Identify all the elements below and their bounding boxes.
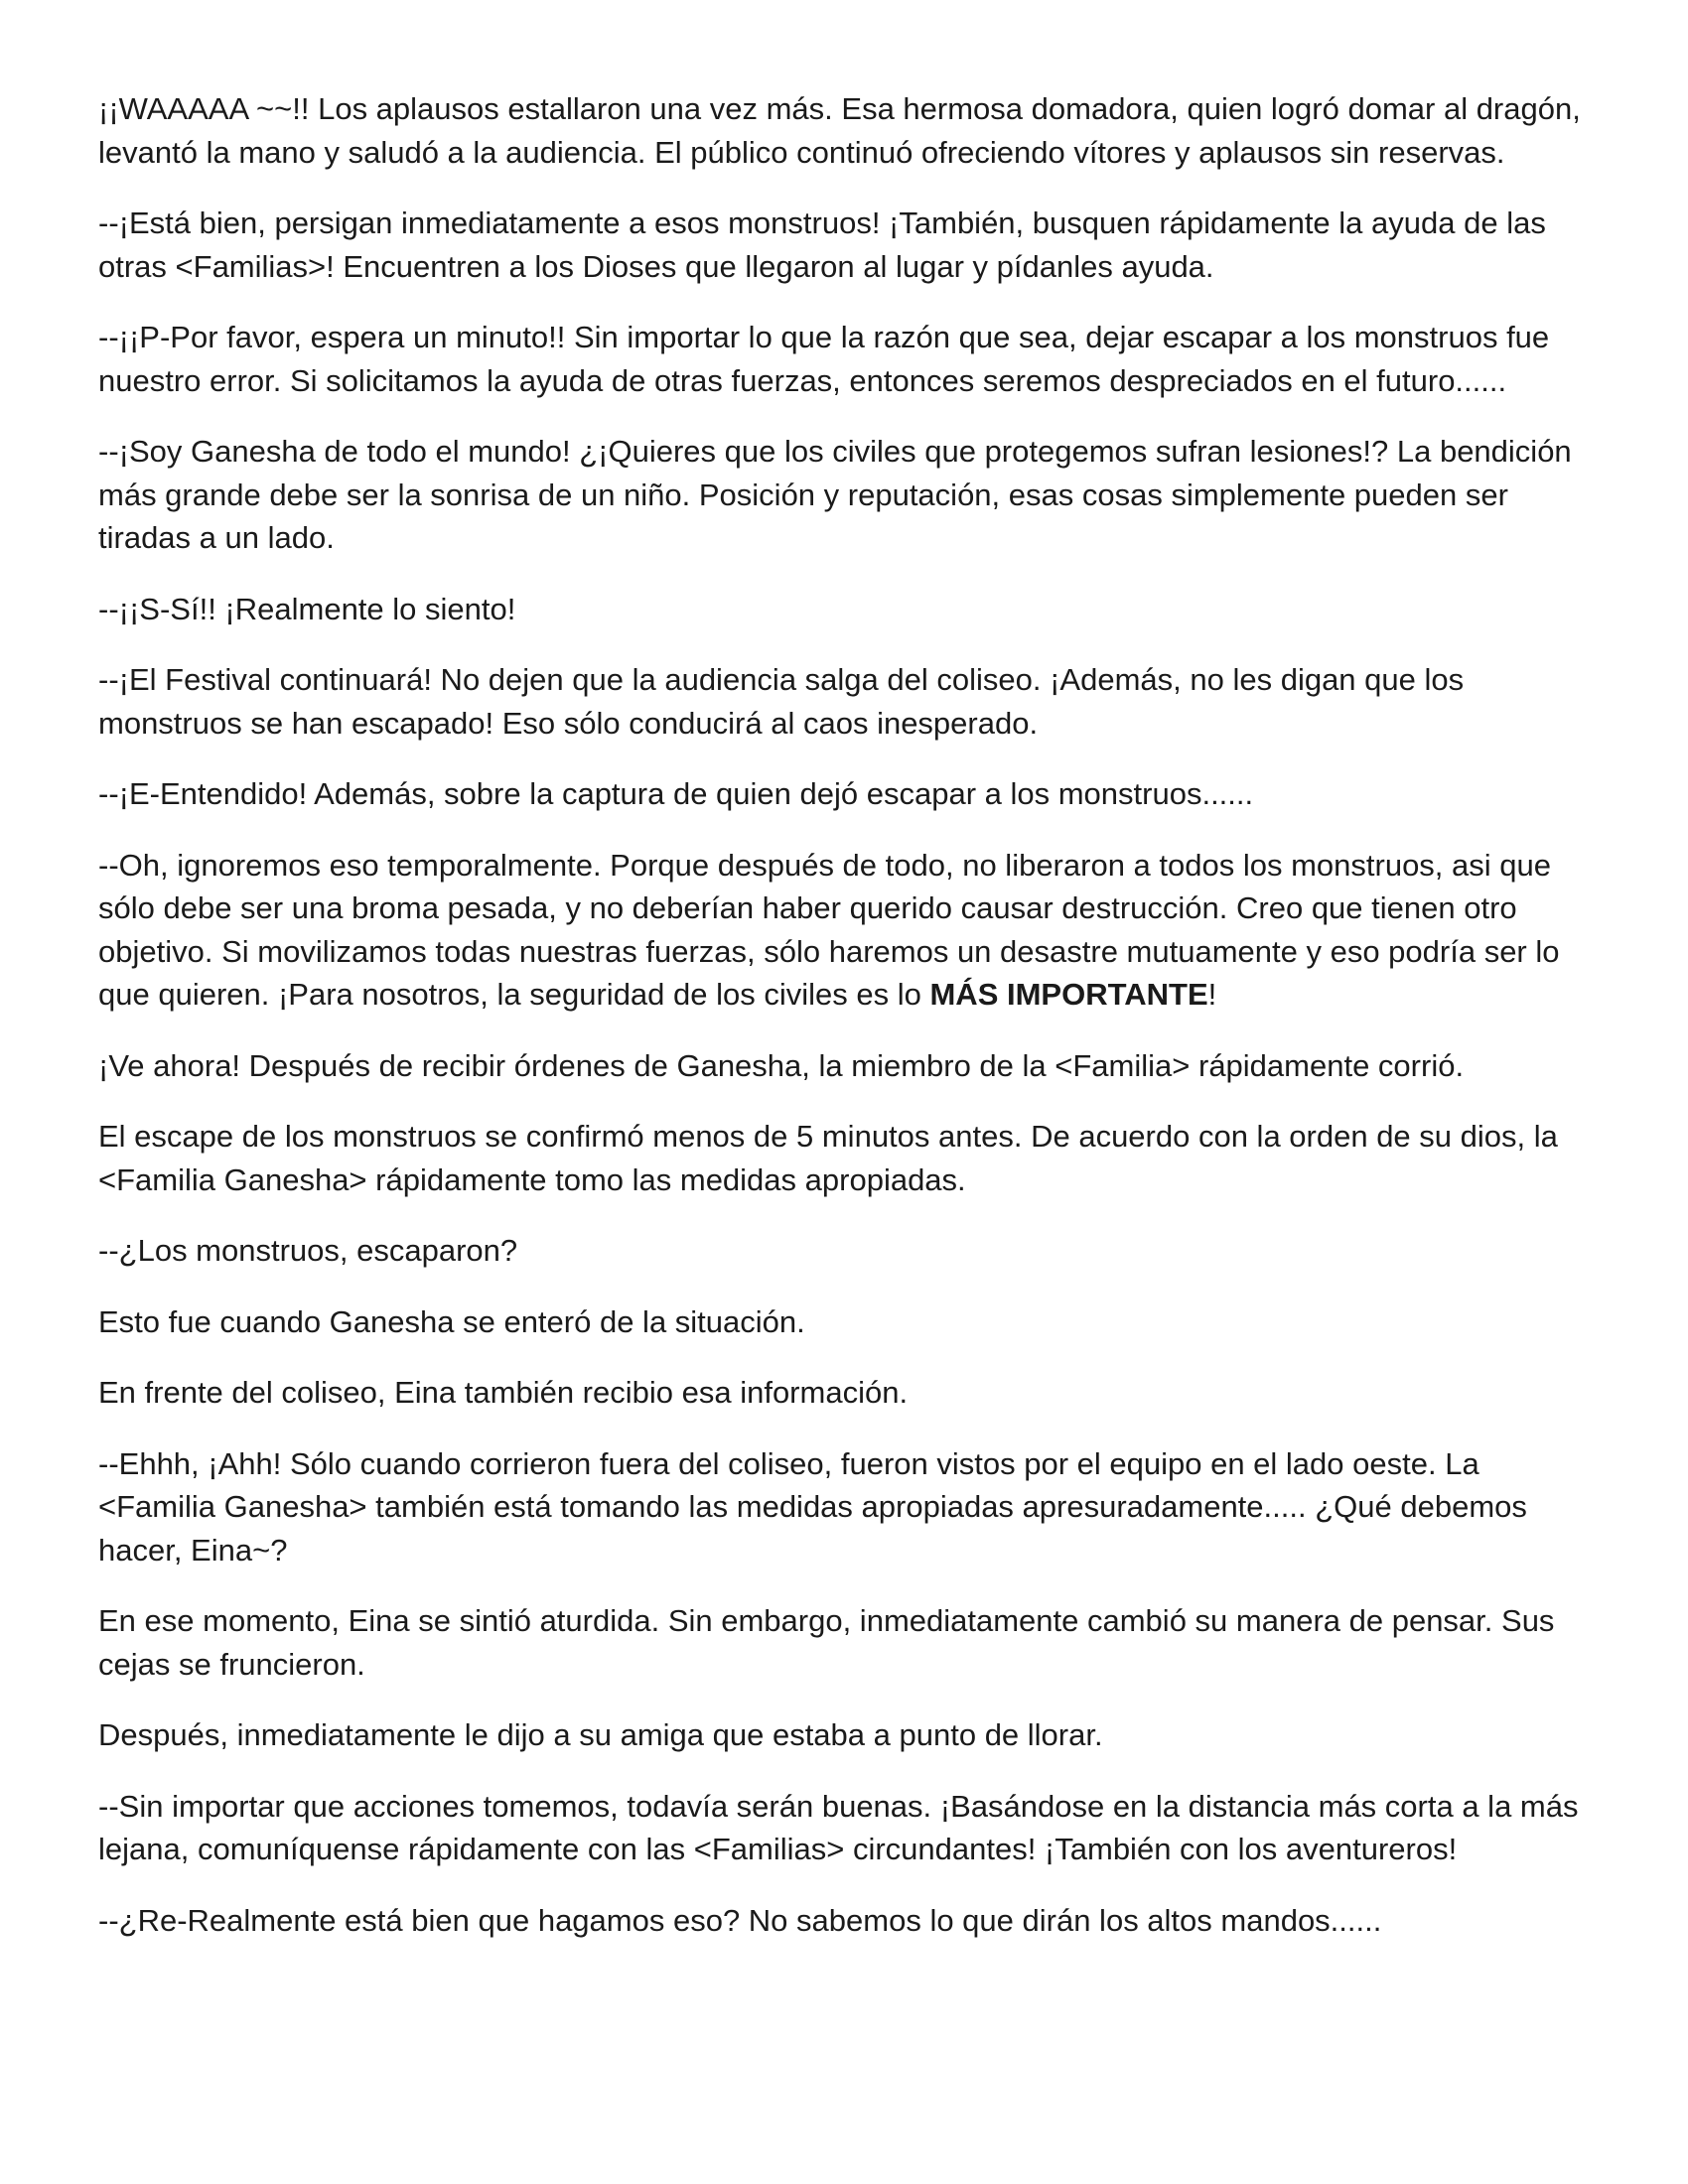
paragraph: --Sin importar que acciones tomemos, todavía serán buenas. ¡Basándose en la distancia más corta a la más lejana, comuníquense rápidamente con las <Familias> circundantes! ¡También con los aventureros!: [98, 1788, 1579, 1866]
paragraph: ¡Ve ahora! Después de recibir órdenes de Ganesha, la miembro de la <Familia> rápidamente corrió.: [98, 1047, 1465, 1083]
paragraph: ¡¡WAAAAA ~~!! Los aplausos estallaron una vez más. Esa hermosa domadora, quien logró domar al dragón, levantó la mano y saludó a la audiencia. El público continuó ofreciendo vítores y aplausos sin reservas.: [98, 91, 1581, 170]
document-page: [98, 87, 1598, 1970]
paragraph: --¡¡S-Sí!! ¡Realmente lo siento!: [98, 591, 516, 626]
paragraph: En ese momento, Eina se sintió aturdida. Sin embargo, inmediatamente cambió su manera de pensar. Sus cejas se fruncieron.: [98, 1603, 1555, 1682]
paragraph-text: --Oh, ignoremos eso temporalmente. Porque después de todo, no liberaron a todos los monstruos, asi que sólo debe ser una broma pesada, y no deberían haber querido causar destrucción. Creo que tienen otro objetivo. Si movilizamos todas nuestras fuerzas, sólo haremos un desastre mutuamente y eso podría ser lo que quieren. ¡Para nosotros, la seguridad de los civiles es lo: [98, 847, 1560, 1012]
paragraph: Después, inmediatamente le dijo a su amiga que estaba a punto de llorar.: [98, 1717, 1103, 1752]
paragraph: --¡Soy Ganesha de todo el mundo! ¿¡Quieres que los civiles que protegemos sufran lesiones!? La bendición más grande debe ser la sonrisa de un niño. Posición y reputación, esas cosas simplemente pueden ser tiradas a un lado.: [98, 434, 1572, 555]
paragraph: --¡E-Entendido! Además, sobre la captura de quien dejó escapar a los monstruos......: [98, 776, 1254, 811]
paragraph-text-end: !: [1207, 977, 1217, 1012]
paragraph: --¡El Festival continuará! No dejen que la audiencia salga del coliseo. ¡Además, no les digan que los monstruos se han escapado! Eso sólo conducirá al caos inesperado.: [98, 662, 1465, 741]
paragraph: --¿Re-Realmente está bien que hagamos eso? No sabemos lo que dirán los altos mandos......: [98, 1902, 1382, 1938]
paragraph: El escape de los monstruos se confirmó menos de 5 minutos antes. De acuerdo con la orden de su dios, la <Familia Ganesha> rápidamente tomo las medidas apropiadas.: [98, 1119, 1558, 1197]
paragraph: --¡Está bien, persigan inmediatamente a esos monstruos! ¡También, busquen rápidamente la ayuda de las otras <Familias>! Encuentren a los Dioses que llegaron al lugar y pídanles ayuda.: [98, 205, 1546, 284]
emphasis-text: MÁS IMPORTANTE: [929, 977, 1208, 1012]
paragraph: Esto fue cuando Ganesha se enteró de la situación.: [98, 1303, 805, 1339]
paragraph: --¿Los monstruos, escaparon?: [98, 1233, 518, 1268]
paragraph: En frente del coliseo, Eina también recibio esa información.: [98, 1375, 909, 1410]
paragraph: --¡¡P-Por favor, espera un minuto!! Sin importar lo que la razón que sea, dejar escapar a los monstruos fue nuestro error. Si solicitamos la ayuda de otras fuerzas, entonces seremos despreciados en el futuro......: [98, 320, 1550, 398]
paragraph: [98, 844, 1598, 1017]
paragraph: --Ehhh, ¡Ahh! Sólo cuando corrieron fuera del coliseo, fueron vistos por el equipo en el lado oeste. La <Familia Ganesha> también está tomando las medidas apropiadas apresuradamente..... ¿Qué debemos hacer, Eina~?: [98, 1445, 1527, 1568]
